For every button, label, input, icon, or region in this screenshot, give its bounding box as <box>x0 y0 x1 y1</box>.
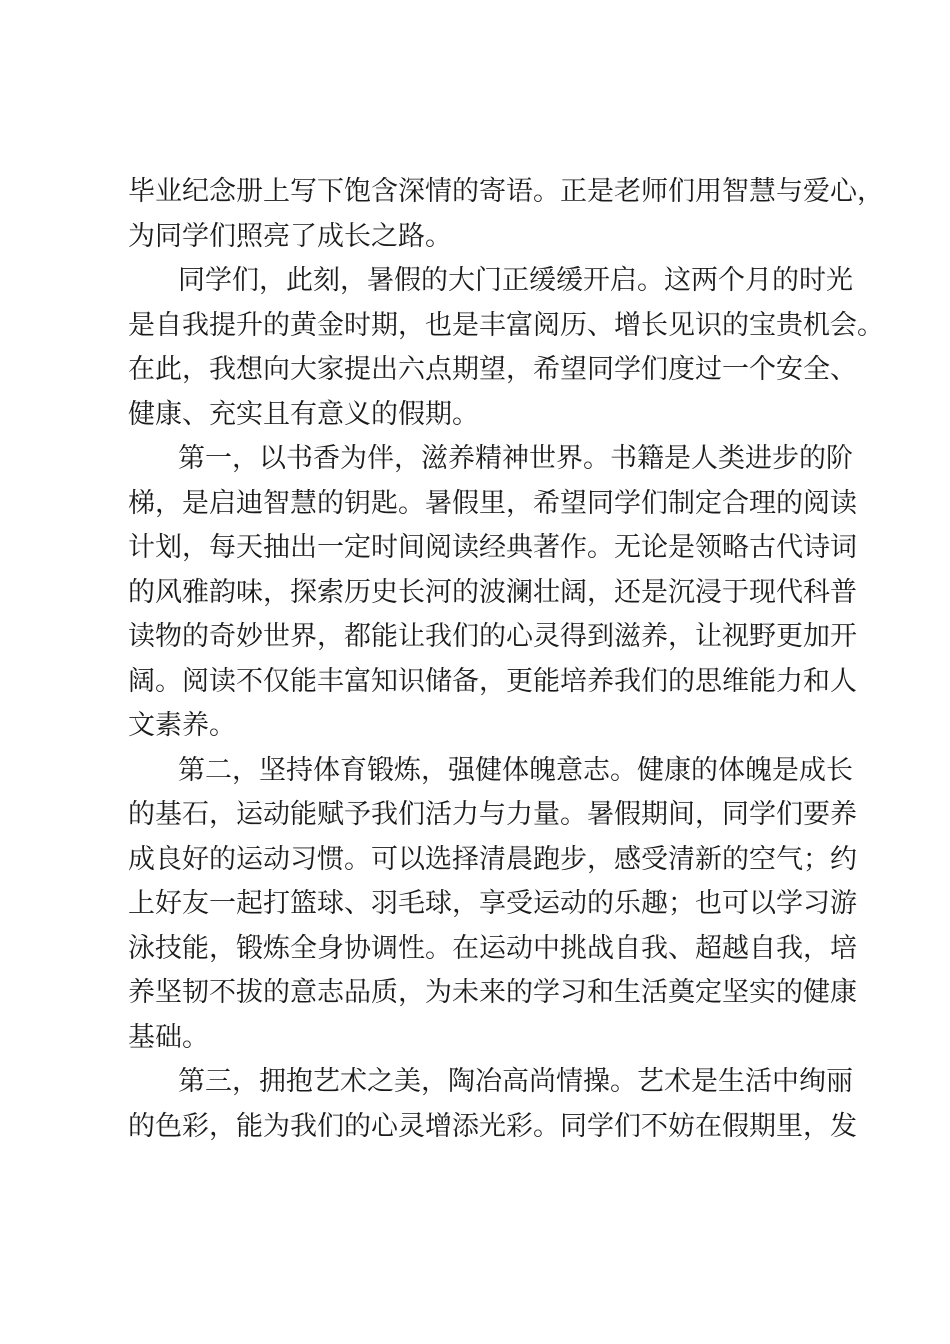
paragraph <box>128 259 884 437</box>
text-line: 在此，我想向大家提出六点期望，希望同学们度过一个安全、 <box>128 354 857 385</box>
text-line: 泳技能，锻炼全身协调性。在运动中挑战自我、超越自我，培 <box>128 932 857 964</box>
text-line: 同学们，此刻，暑假的大门正缓缓开启。这两个月的时光 <box>178 265 853 296</box>
text-line: 上好友一起打篮球、羽毛球，享受运动的乐趣；也可以学习游 <box>128 888 857 919</box>
paragraph <box>128 1060 857 1149</box>
text-line: 梯，是启迪智慧的钥匙。暑假里，希望同学们制定合理的阅读 <box>128 487 857 519</box>
text-line: 基础。 <box>128 1021 209 1053</box>
text-line: 文素养。 <box>128 710 236 741</box>
text-line: 计划，每天抽出一定时间阅读经典著作。无论是领略古代诗词 <box>128 532 857 563</box>
text-line: 健康、充实且有意义的假期。 <box>128 398 479 430</box>
paragraph <box>128 437 857 749</box>
text-line: 读物的奇妙世界，都能让我们的心灵得到滋养，让视野更加开 <box>128 621 857 652</box>
text-line: 第二，坚持体育锻炼，强健体魄意志。健康的体魄是成长 <box>178 754 853 786</box>
text-line: 的色彩，能为我们的心灵增添光彩。同学们不妨在假期里，发 <box>128 1110 857 1142</box>
text-line: 第三，拥抱艺术之美，陶冶高尚情操。艺术是生活中绚丽 <box>178 1066 853 1097</box>
text-line: 养坚韧不拔的意志品质，为未来的学习和生活奠定坚实的健康 <box>128 977 857 1008</box>
paragraph <box>128 170 884 259</box>
paragraph <box>128 749 857 1061</box>
text-line: 为同学们照亮了成长之路。 <box>128 220 452 252</box>
text-line: 毕业纪念册上写下饱含深情的寄语。正是老师们用智慧与爱心， <box>128 176 884 207</box>
text-line: 第一，以书香为伴，滋养精神世界。书籍是人类进步的阶 <box>178 443 853 474</box>
text-line: 是自我提升的黄金时期，也是丰富阅历、增长见识的宝贵机会。 <box>128 309 884 341</box>
document-body <box>128 170 884 1149</box>
text-line: 的基石，运动能赋予我们活力与力量。暑假期间，同学们要养 <box>128 799 857 830</box>
text-line: 成良好的运动习惯。可以选择清晨跑步，感受清新的空气；约 <box>128 843 857 875</box>
text-line: 阔。阅读不仅能丰富知识储备，更能培养我们的思维能力和人 <box>128 665 857 697</box>
text-line: 的风雅韵味，探索历史长河的波澜壮阔，还是沉浸于现代科普 <box>128 576 857 608</box>
